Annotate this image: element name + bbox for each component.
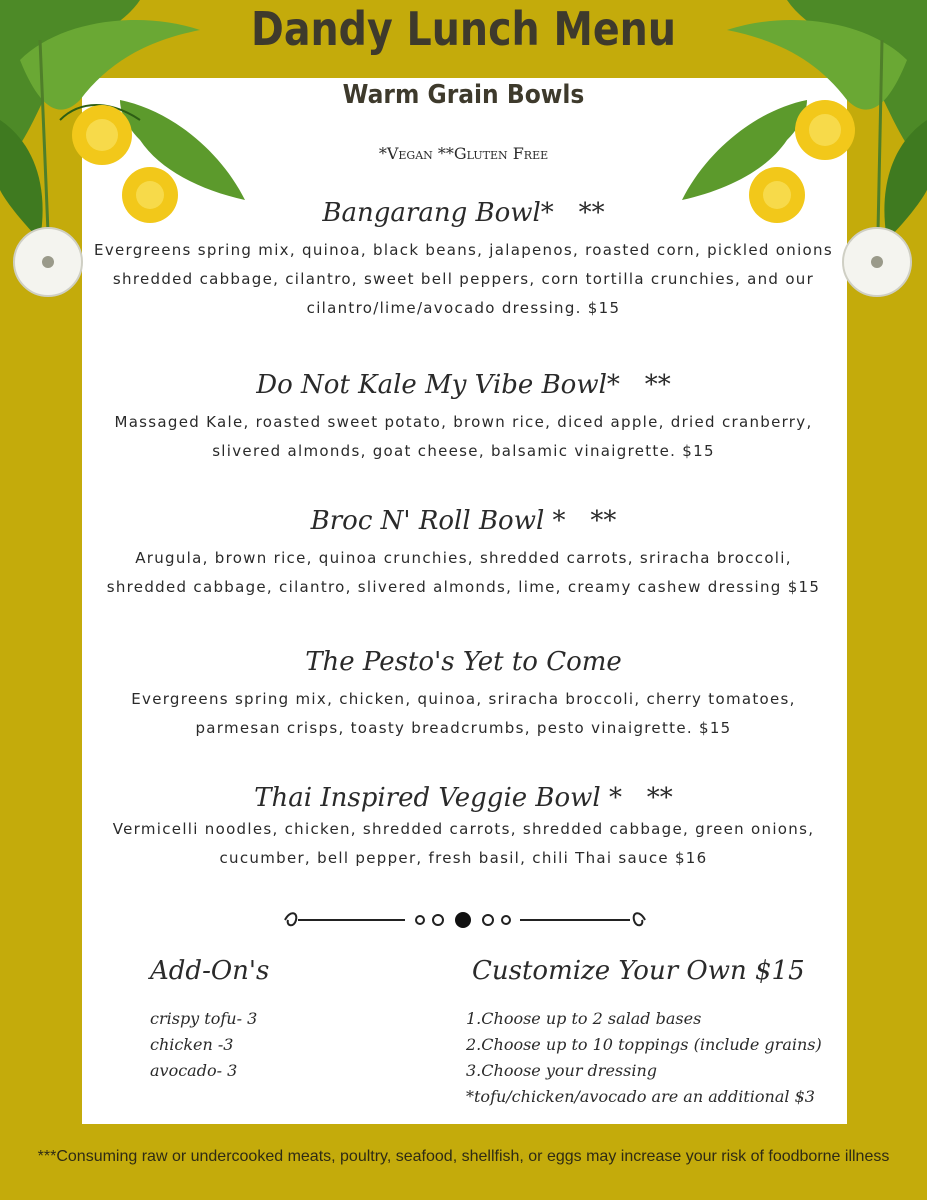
menu-item-description (80, 236, 847, 323)
description-line: cilantro/lime/avocado dressing. $15 (306, 299, 621, 317)
menu-item (80, 196, 847, 323)
diet-legend: *Vegan **Gluten Free (378, 144, 549, 163)
menu-item (80, 645, 847, 743)
customize-title: Customize Your Own $15 (472, 956, 805, 986)
menu-item (80, 368, 847, 466)
list-item: 2.Choose up to 10 toppings (include grains) (466, 1035, 822, 1054)
list-item: crispy tofu- 3 (150, 1009, 258, 1028)
menu-item-name: Do Not Kale My Vibe Bowl* ** (256, 370, 671, 400)
menu-item-name: Thai Inspired Veggie Bowl * ** (254, 783, 673, 813)
list-item: 3.Choose your dressing (466, 1061, 657, 1080)
description-line: Evergreens spring mix, chicken, quinoa, sriracha broccoli, cherry tomatoes, (131, 690, 796, 708)
menu-item-description (80, 685, 847, 743)
dandelion-seedhead-icon (14, 228, 82, 296)
list-item: avocado- 3 (150, 1061, 238, 1080)
description-line: parmesan crisps, toasty breadcrumbs, pesto vinaigrette. $15 (195, 719, 732, 737)
list-item: *tofu/chicken/avocado are an additional $3 (466, 1087, 815, 1106)
description-line: Evergreens spring mix, quinoa, black beans, jalapenos, roasted corn, pickled onions (94, 241, 833, 259)
menu-item-description (80, 544, 847, 602)
description-line: Arugula, brown rice, quinoa crunchies, shredded carrots, sriracha broccoli, (135, 549, 792, 567)
customize-steps (466, 1006, 822, 1110)
food-safety-disclaimer: ***Consuming raw or undercooked meats, poultry, seafood, shellfish, or eggs may increase your risk of foodborne illness (37, 1148, 890, 1165)
menu-subtitle: Warm Grain Bowls (342, 80, 585, 110)
description-line: shredded cabbage, cilantro, slivered almonds, lime, creamy cashew dressing $15 (106, 578, 821, 596)
description-line: cucumber, bell pepper, fresh basil, chili Thai sauce $16 (219, 849, 708, 867)
menu-title: Dandy Lunch Menu (250, 2, 677, 56)
dandelion-seedhead-icon (843, 228, 911, 296)
addons-title: Add-On's (150, 956, 270, 986)
list-item: chicken -3 (150, 1035, 234, 1054)
menu-item-description (80, 408, 847, 466)
menu-item-name: The Pesto's Yet to Come (305, 647, 622, 677)
addons-list (150, 1006, 257, 1084)
list-item: 1.Choose up to 2 salad bases (466, 1009, 702, 1028)
menu-item-name: Bangarang Bowl* ** (322, 198, 605, 228)
menu-item (80, 504, 847, 602)
menu-item-name: Broc N' Roll Bowl * ** (310, 506, 617, 536)
description-line: Vermicelli noodles, chicken, shredded carrots, shredded cabbage, green onions, (112, 820, 815, 838)
menu-item (80, 781, 847, 873)
menu-item-description (80, 815, 847, 873)
description-line: slivered almonds, goat cheese, balsamic vinaigrette. $15 (212, 442, 715, 460)
ornament-divider-icon (280, 900, 650, 940)
description-line: shredded cabbage, cilantro, sweet bell peppers, corn tortilla crunchies, and our (112, 270, 815, 288)
description-line: Massaged Kale, roasted sweet potato, brown rice, diced apple, dried cranberry, (114, 413, 813, 431)
